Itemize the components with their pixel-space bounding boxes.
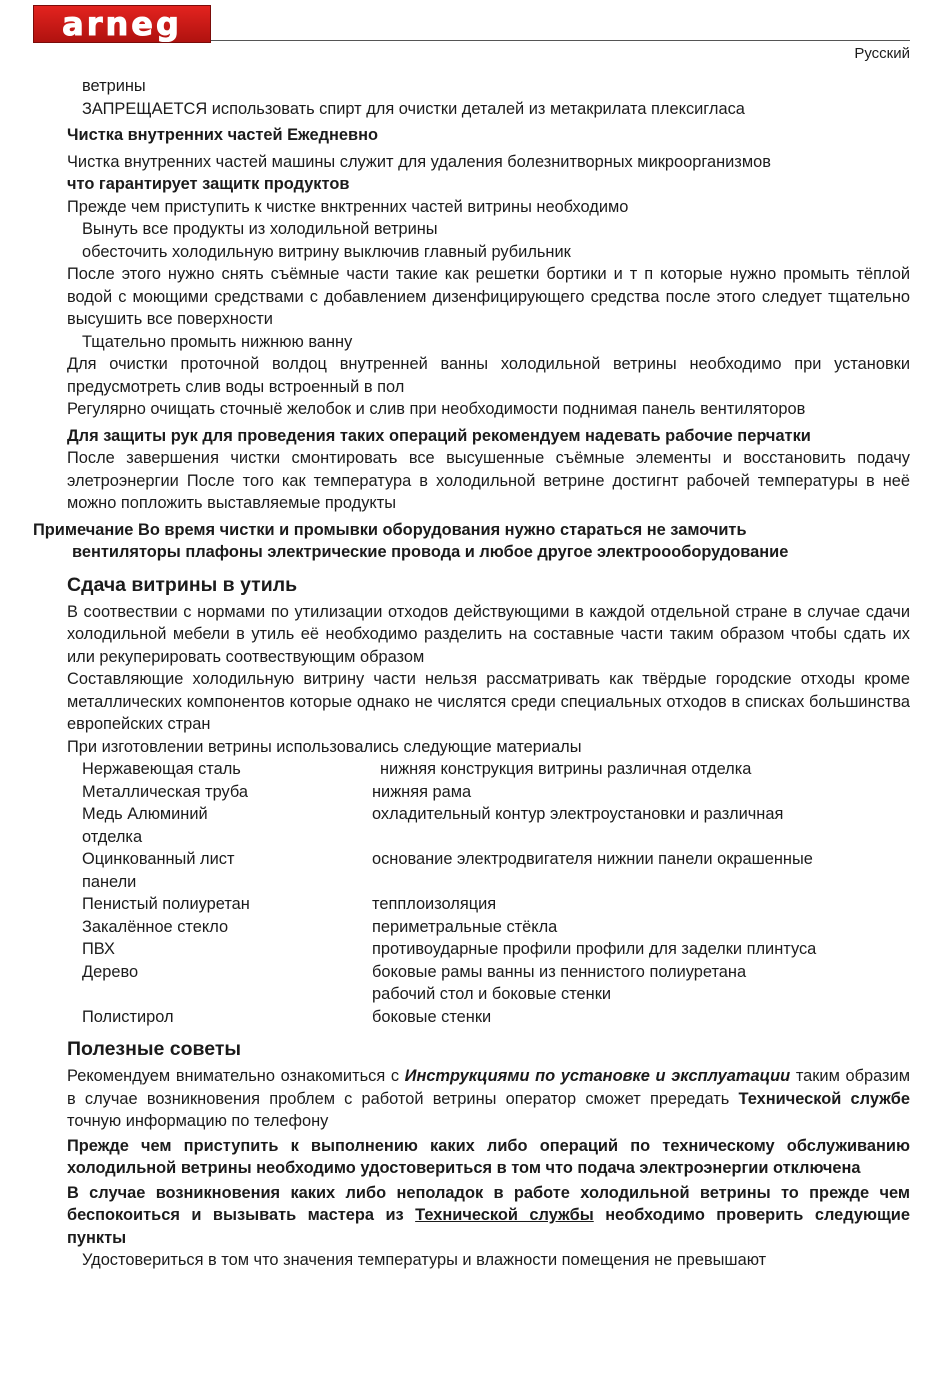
material-name: Оцинкованный лист [82, 850, 235, 868]
subheading-inner-cleaning: Чистка внутренних частей Ежедневно [67, 126, 378, 144]
tips-p3-start: В случае возникновения каких либо неполадок в работе холодильной ветрины то прежде чем беспокоиться и вызывать мастера из [67, 1183, 910, 1224]
material-use: тепплоизоляция [372, 895, 497, 913]
material-use: противоударные профили профили для заделки плинтуса [372, 940, 817, 958]
after-cleaning-paragraph: После завершения чистки смонтировать все высушенные съёмные элементы и восстановить подачу элетроэнергии После того как температура в холодильной ветрине достигнт рабочей температуры в неё можно попложить выставляемые продукты [67, 449, 910, 512]
regular-clean-paragraph: Регулярно очищать сточныё желобок и слив при необходимости поднимая панель вентиляторов [67, 400, 806, 418]
gloves-warning: Для защиты рук для проведения таких операций рекомендуем надевать рабочие перчатки [67, 426, 811, 445]
material-name: Медь Алюминий [82, 805, 208, 823]
material-use: рабочий стол и боковые стенки [372, 985, 612, 1003]
tips-p1-start: Рекомендуем внимательно ознакомиться с [67, 1067, 405, 1085]
material-name: Пенистый полиуретан [82, 895, 250, 913]
page-content [33, 75, 910, 1272]
material-name: Закалённое стекло [82, 917, 229, 936]
materials-row [82, 871, 910, 894]
tips-p1-mid: таким образим в случае возникновения проблем с работой ветрины оператор сможет прередать [67, 1067, 910, 1108]
materials-row [82, 1006, 910, 1029]
material-use: боковые стенки [372, 1007, 492, 1026]
tech-service-reference: Технической службе [738, 1089, 910, 1108]
drain-paragraph: Для очистки проточной волдоц внутренней ванны холодильной ветрины необходимо при установки предусмотреть слив воды встроенный в пол [67, 355, 910, 396]
tips-paragraph-3 [67, 1182, 910, 1250]
materials-row [82, 826, 910, 849]
inner-cleaning-paragraph [67, 151, 910, 196]
tips-paragraph-2: Прежде чем приступить к выполнению каких либо операций по техническому обслуживанию холодильной ветрины необходимо удостовериться в том что подача электроэнергии отключена [67, 1136, 910, 1177]
inner-cleaning-bold: что гарантирует защитк продуктов [67, 175, 350, 193]
material-name [82, 983, 372, 1006]
disposal-heading: Сдача витрины в утиль [67, 573, 298, 596]
materials-table [82, 758, 910, 1028]
cleaning-note [33, 519, 910, 564]
material-use: нижняя рама [372, 782, 472, 801]
material-use [372, 826, 910, 849]
note-line-1: Примечание Во время чистки и промывки оборудования нужно стараться не замочить [33, 520, 747, 539]
material-use: основание электродвигателя нижнии панели окрашенные [372, 850, 813, 868]
material-name: Нержавеющая сталь [82, 760, 241, 778]
tips-paragraph-1 [67, 1065, 910, 1133]
material-use: периметральные стёкла [372, 917, 558, 936]
materials-row [82, 893, 910, 916]
disposal-paragraph-3: При изготовлении ветрины использовались следующие материалы [67, 737, 582, 756]
materials-row [82, 983, 910, 1006]
logo-text: arneg [62, 6, 182, 42]
material-use: нижняя конструкция витрины различная отделка [380, 760, 752, 778]
materials-row [82, 961, 910, 984]
instructions-reference: Инструкциями по установке и эксплуатации [404, 1067, 791, 1085]
cleaning-step-1: Вынуть все продукты из холодильной ветрины [82, 220, 438, 238]
material-name: Дерево [82, 962, 139, 981]
before-cleaning-text: Прежде чем приступить к чистке внктренних частей витрины необходимо [67, 197, 629, 216]
material-use: охладительный контур электроустановки и различная [372, 805, 784, 823]
materials-row [82, 938, 910, 961]
tips-paragraph-4: Удостовериться в том что значения температуры и влажности помещения не превышают [82, 1251, 767, 1269]
materials-row [82, 848, 910, 871]
material-name: Полистирол [82, 1007, 174, 1026]
tips-p3-end: необходимо проверить следующие пункты [67, 1206, 910, 1247]
disposal-paragraph-1: В соотвествии с нормами по утилизации отходов действующими в каждой отдельной стране в случае сдачи холодильной мебели в утиль её необходимо разделить на составные части таким образом чтобы сдать их или рекуперировать соотвествующим образом [67, 602, 910, 666]
material-name: ПВХ [82, 940, 115, 958]
materials-row [82, 758, 910, 781]
material-name: панели [82, 872, 137, 891]
note-line-2: вентиляторы плафоны электрические провода и любое другое электроооборудование [72, 543, 789, 561]
removable-parts-paragraph: После этого нужно снять съёмные части такие как решетки бортики и т п которые нужно промыть тёплой водой с моющими средствами с добавлением дизенфицирующего средства после этого следует тщательно высушить все поверхности [67, 265, 910, 328]
materials-row [82, 916, 910, 939]
tech-service-underlined: Технической службы [415, 1206, 594, 1224]
material-name: Металлическая труба [82, 782, 249, 801]
material-use [372, 871, 910, 894]
inner-cleaning-text: Чистка внутренних частей машины служит для удаления болезнитворных микроорганизмов [67, 152, 771, 171]
material-name: отделка [82, 827, 143, 846]
materials-row [82, 803, 910, 826]
disposal-paragraph-2: Составляющие холодильную витрину части нельзя рассматривать как твёрдые городские отходы кроме металлических компонентов которые однако не числятся среди специальных отходов в списках большинства европейских стран [67, 670, 910, 733]
cleaning-step-2: обесточить холодильную витрину выключив главный рубильник [82, 242, 571, 261]
text-line: ветрины [82, 77, 146, 95]
language-label: Русский [854, 45, 910, 62]
header-rule [211, 40, 910, 41]
tips-heading: Полезные советы [67, 1038, 242, 1060]
warning-line: ЗАПРЕЩАЕТСЯ использовать спирт для очистки деталей из метакрилата плексигласа [82, 99, 745, 118]
materials-row [82, 781, 910, 804]
tips-p1-end: точную информацию по телефону [67, 1112, 329, 1130]
rinse-bath-text: Тщательно промыть нижнюю ванну [82, 332, 353, 351]
arneg-logo [33, 5, 211, 43]
material-use: боковые рамы ванны из пеннистого полиуретана [372, 962, 747, 981]
